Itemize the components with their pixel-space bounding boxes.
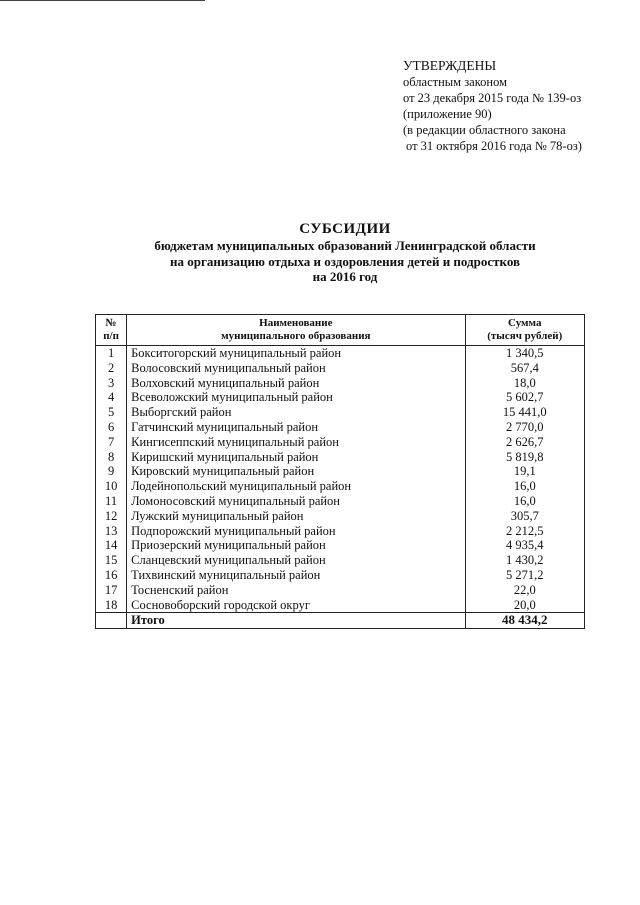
row-number: 6 bbox=[96, 420, 127, 435]
table-row bbox=[96, 524, 585, 539]
table-row bbox=[96, 376, 585, 391]
header-number bbox=[96, 315, 127, 346]
table-row bbox=[96, 598, 585, 613]
row-name: Гатчинский муниципальный район bbox=[127, 420, 465, 435]
approval-heading: УТВЕРЖДЕНЫ bbox=[403, 58, 497, 73]
row-number: 13 bbox=[96, 524, 127, 539]
row-name: Волховский муниципальный район bbox=[127, 376, 465, 391]
table-row bbox=[96, 361, 585, 376]
table-row bbox=[96, 583, 585, 598]
row-name: Сосновоборский городской округ bbox=[127, 598, 465, 613]
row-number: 9 bbox=[96, 464, 127, 479]
row-number: 11 bbox=[96, 494, 127, 509]
table-row bbox=[96, 420, 585, 435]
row-sum: 2 626,7 bbox=[465, 435, 585, 450]
header-number-line: № bbox=[105, 317, 117, 329]
row-sum: 5 602,7 bbox=[465, 390, 585, 405]
row-sum: 16,0 bbox=[465, 479, 585, 494]
row-number: 2 bbox=[96, 361, 127, 376]
table-row bbox=[96, 464, 585, 479]
total-sum: 48 434,2 bbox=[465, 613, 585, 629]
header-sum bbox=[465, 315, 585, 346]
row-sum: 2 770,0 bbox=[465, 420, 585, 435]
row-number: 12 bbox=[96, 509, 127, 524]
table-total-row bbox=[96, 613, 585, 629]
approval-line: (в редакции областного закона bbox=[403, 123, 566, 137]
subsidy-table bbox=[95, 314, 585, 629]
row-sum: 567,4 bbox=[465, 361, 585, 376]
row-sum: 305,7 bbox=[465, 509, 585, 524]
approval-line: от 31 октября 2016 года № 78-оз) bbox=[406, 139, 582, 153]
table-row bbox=[96, 553, 585, 568]
row-sum: 5 271,2 bbox=[465, 568, 585, 583]
table-row bbox=[96, 509, 585, 524]
approval-line: областным законом bbox=[403, 75, 508, 89]
row-name: Волосовский муниципальный район bbox=[127, 361, 465, 376]
row-number: 16 bbox=[96, 568, 127, 583]
table-row bbox=[96, 538, 585, 553]
row-number: 10 bbox=[96, 479, 127, 494]
row-sum: 5 819,8 bbox=[465, 450, 585, 465]
row-name: Тосненский район bbox=[127, 583, 465, 598]
row-name: Лодейнопольский муниципальный район bbox=[127, 479, 465, 494]
header-name bbox=[127, 315, 465, 346]
table-row bbox=[96, 435, 585, 450]
row-number: 15 bbox=[96, 553, 127, 568]
row-number: 4 bbox=[96, 390, 127, 405]
row-name: Лужский муниципальный район bbox=[127, 509, 465, 524]
total-label: Итого bbox=[127, 613, 465, 629]
row-name: Бокситогорский муниципальный район bbox=[127, 346, 465, 361]
document-title bbox=[0, 220, 640, 285]
header-name-line: Наименование bbox=[259, 317, 333, 329]
row-number: 17 bbox=[96, 583, 127, 598]
row-sum: 18,0 bbox=[465, 376, 585, 391]
approval-line: от 23 декабря 2015 года № 139-оз bbox=[403, 91, 582, 105]
row-sum: 20,0 bbox=[465, 598, 585, 613]
row-sum: 1 430,2 bbox=[465, 553, 585, 568]
row-name: Приозерский муниципальный район bbox=[127, 538, 465, 553]
row-number: 3 bbox=[96, 376, 127, 391]
header-sum-line: (тысяч рублей) bbox=[487, 330, 563, 342]
row-sum: 16,0 bbox=[465, 494, 585, 509]
row-name: Всеволожский муниципальный район bbox=[127, 390, 465, 405]
top-rule bbox=[0, 0, 205, 1]
row-number: 14 bbox=[96, 538, 127, 553]
table-row bbox=[96, 568, 585, 583]
table-row bbox=[96, 494, 585, 509]
row-name: Кировский муниципальный район bbox=[127, 464, 465, 479]
row-number: 1 bbox=[96, 346, 127, 361]
title-line: бюджетам муниципальных образований Ленинградской области bbox=[154, 238, 536, 253]
row-sum: 4 935,4 bbox=[465, 538, 585, 553]
row-name: Сланцевский муниципальный район bbox=[127, 553, 465, 568]
header-name-line: муниципального образования bbox=[221, 330, 371, 342]
row-sum: 2 212,5 bbox=[465, 524, 585, 539]
row-name: Тихвинский муниципальный район bbox=[127, 568, 465, 583]
row-name: Выборгский район bbox=[127, 405, 465, 420]
row-sum: 15 441,0 bbox=[465, 405, 585, 420]
row-name: Подпорожский муниципальный район bbox=[127, 524, 465, 539]
table-row bbox=[96, 346, 585, 361]
row-name: Ломоносовский муниципальный район bbox=[127, 494, 465, 509]
row-name: Киришский муниципальный район bbox=[127, 450, 465, 465]
row-sum: 1 340,5 bbox=[465, 346, 585, 361]
table-row bbox=[96, 405, 585, 420]
table-header-row bbox=[96, 315, 585, 346]
row-number: 18 bbox=[96, 598, 127, 613]
header-sum-line: Сумма bbox=[508, 317, 542, 329]
title-line: на 2016 год bbox=[312, 269, 378, 284]
row-sum: 22,0 bbox=[465, 583, 585, 598]
table-row bbox=[96, 450, 585, 465]
row-name: Кингисеппский муниципальный район bbox=[127, 435, 465, 450]
approval-stamp bbox=[403, 58, 582, 154]
row-number: 5 bbox=[96, 405, 127, 420]
table-row bbox=[96, 479, 585, 494]
title-line: на организацию отдыха и оздоровления детей и подростков bbox=[169, 253, 521, 269]
row-sum: 19,1 bbox=[465, 464, 585, 479]
title-main: СУБСИДИИ bbox=[299, 221, 391, 237]
table-row bbox=[96, 390, 585, 405]
total-number bbox=[96, 613, 127, 629]
row-number: 7 bbox=[96, 435, 127, 450]
row-number: 8 bbox=[96, 450, 127, 465]
approval-line: (приложение 90) bbox=[403, 107, 492, 121]
header-number-line: п/п bbox=[103, 330, 119, 342]
